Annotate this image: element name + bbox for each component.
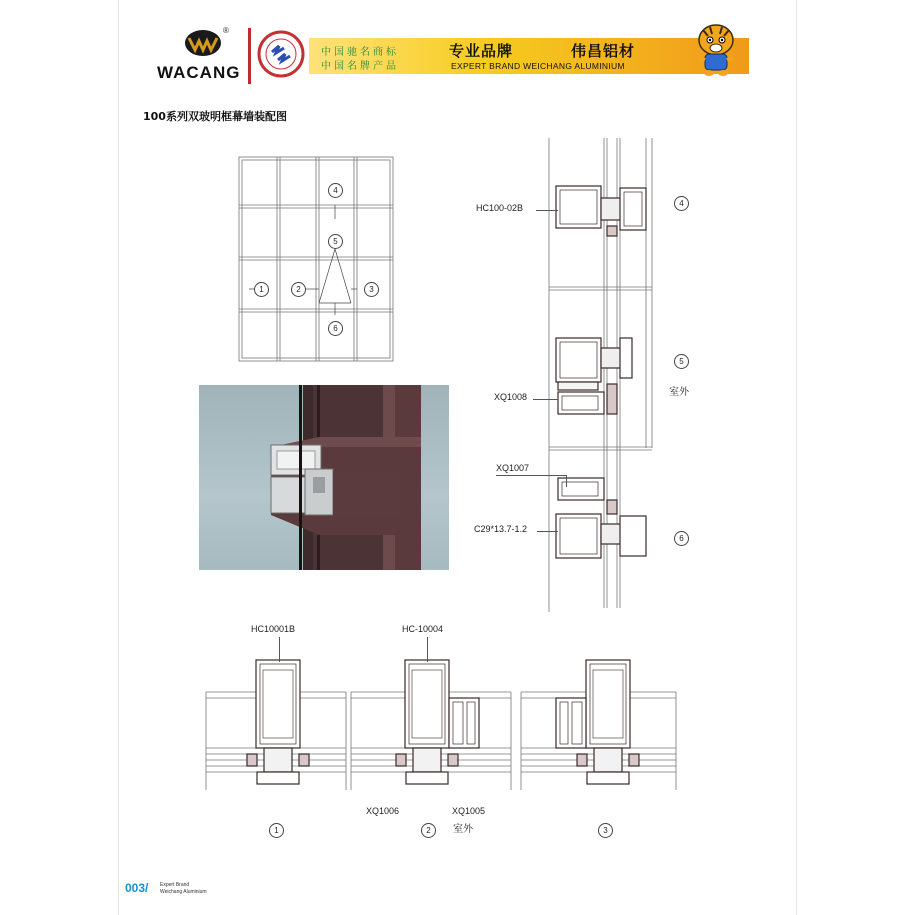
header-divider	[248, 28, 251, 84]
trademark-seal-icon	[257, 30, 305, 78]
plan-3-marker: 3	[598, 823, 613, 838]
page-number: 003/	[125, 881, 149, 895]
wacang-logo-icon	[183, 28, 223, 58]
slogan-cn-2: 伟昌铝材	[571, 42, 636, 60]
label-xq1006: XQ1006	[366, 806, 400, 816]
banner-line2: 中国名牌产品	[321, 61, 399, 72]
callout-4: 4	[328, 183, 343, 198]
callout-6: 6	[328, 321, 343, 336]
label-hc10001b: HC10001B	[251, 624, 296, 634]
brand-name: WACANG	[157, 63, 241, 82]
slogan-cn-1: 专业品牌	[449, 42, 514, 60]
vertical-section-drawing	[544, 138, 664, 612]
callout-1: 1	[254, 282, 269, 297]
section-4-marker: 4	[674, 196, 689, 211]
page-title: 100系列双玻明框幕墙装配图	[143, 110, 287, 123]
label-hc-10004: HC-10004	[402, 624, 444, 634]
profile-3d-render	[199, 385, 449, 570]
label-hc100-02b: HC100-02B	[476, 203, 524, 213]
label-xq1007: XQ1007	[496, 463, 530, 473]
callout-3: 3	[364, 282, 379, 297]
slogan-en: EXPERT BRAND WEICHANG ALUMINIUM	[451, 61, 625, 71]
catalog-page	[118, 0, 797, 915]
plan-1-marker: 1	[269, 823, 284, 838]
label-xq1008: XQ1008	[494, 392, 528, 402]
banner-line1: 中国驰名商标	[321, 47, 399, 58]
footer-line1: Expert Brand	[160, 882, 190, 888]
plan-2-marker: 2	[421, 823, 436, 838]
plan-2-note: 室外	[453, 824, 473, 835]
section-6-marker: 6	[674, 531, 689, 546]
label-c29: C29*13.7-1.2	[474, 524, 528, 534]
callout-5: 5	[328, 234, 343, 249]
registered-mark: ®	[223, 26, 229, 35]
section-5-marker: 5	[674, 354, 689, 369]
elevation-grid	[237, 155, 397, 365]
label-xq1005: XQ1005	[452, 806, 486, 816]
tiger-mascot-icon	[685, 18, 747, 78]
callout-2: 2	[291, 282, 306, 297]
horizontal-section-drawings	[201, 650, 701, 800]
footer-line2: Weichang Aluminium	[160, 889, 207, 895]
section-5-note: 室外	[669, 387, 689, 398]
